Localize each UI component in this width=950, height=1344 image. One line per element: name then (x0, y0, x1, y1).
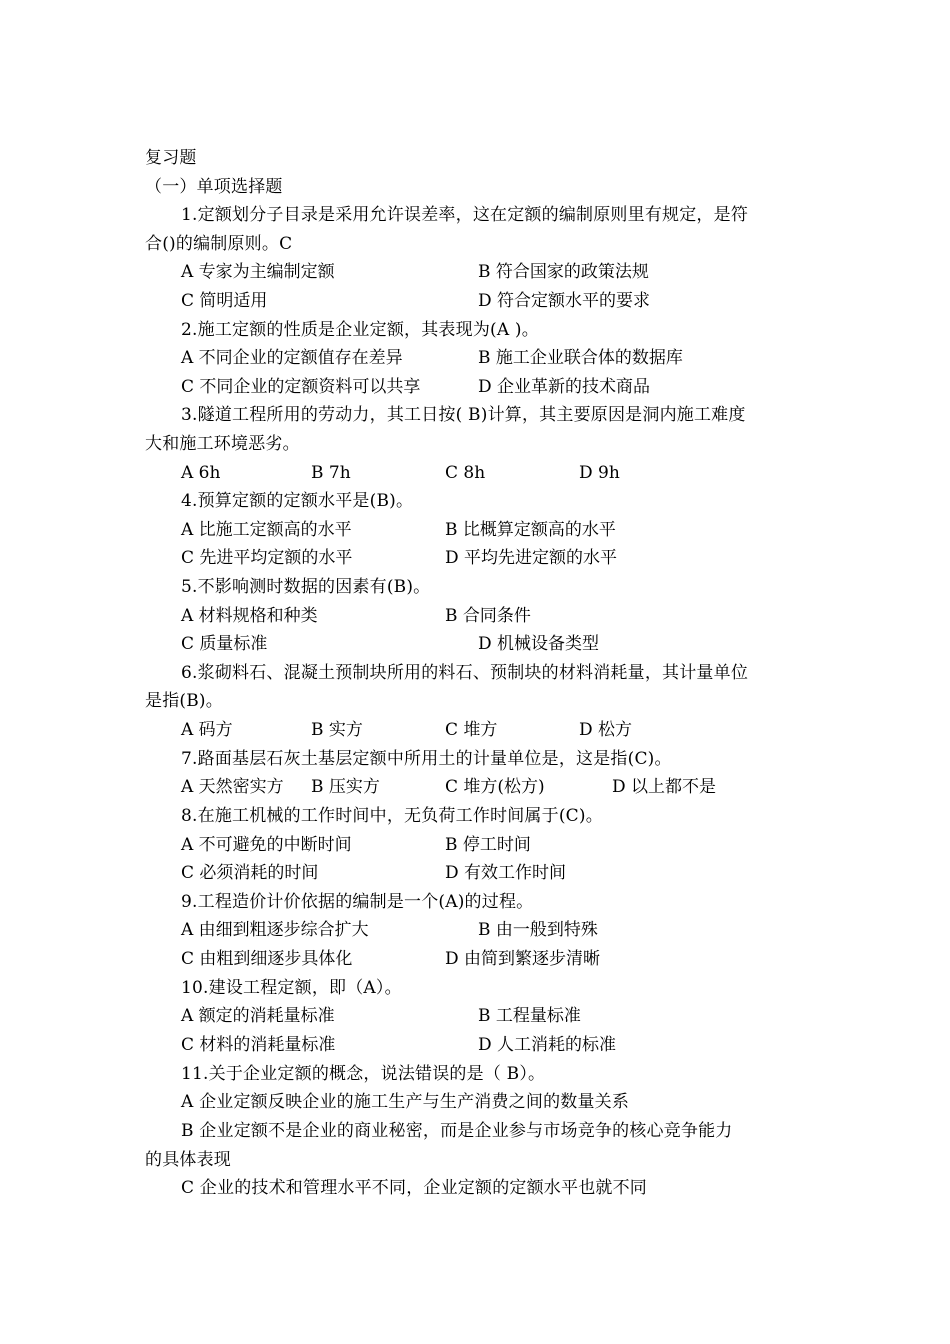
question-9-option-b: B 由一般到特殊 (478, 920, 598, 940)
question-1-line-2: 合()的编制原则。C (145, 234, 293, 254)
question-7-line-1: 7.路面基层石灰土基层定额中所用土的计量单位是，这是指(C)。 (181, 749, 672, 769)
question-11-option-b-line-1: B 企业定额不是企业的商业秘密，而是企业参与市场竞争的核心竞争能力 (181, 1121, 733, 1141)
question-8-option-b: B 停工时间 (445, 835, 531, 855)
section-heading: （一）单项选择题 (145, 177, 283, 197)
question-6-line-1: 6.浆砌料石、混凝土预制块所用的料石、预制块的材料消耗量，其计量单位 (181, 663, 749, 683)
question-2-option-a: A 不同企业的定额值存在差异 (181, 348, 403, 368)
question-7-option-a: A 天然密实方 (181, 777, 284, 797)
question-6-option-b: B 实方 (311, 720, 363, 740)
question-9-option-a: A 由细到粗逐步综合扩大 (181, 920, 369, 940)
question-8-option-a: A 不可避免的中断时间 (181, 835, 352, 855)
question-4-option-b: B 比概算定额高的水平 (445, 520, 616, 540)
question-2-line-1: 2.施工定额的性质是企业定额，其表现为(A )。 (181, 320, 539, 340)
question-6-line-2: 是指(B)。 (145, 691, 223, 711)
question-10-line-1: 10.建设工程定额，即（A）。 (181, 978, 402, 998)
question-1-line-1: 1.定额划分子目录是采用允许误差率，这在定额的编制原则里有规定，是符 (181, 205, 749, 225)
question-5-line-1: 5.不影响测时数据的因素有(B)。 (181, 577, 431, 597)
question-4-option-c: C 先进平均定额的水平 (181, 548, 353, 568)
question-10-option-c: C 材料的消耗量标准 (181, 1035, 336, 1055)
question-2-option-b: B 施工企业联合体的数据库 (478, 348, 683, 368)
question-3-line-1: 3.隧道工程所用的劳动力，其工日按( B)计算，其主要原因是洞内施工难度 (181, 405, 746, 425)
question-3-line-2: 大和施工环境恶劣。 (145, 434, 300, 454)
question-3-option-c: C 8h (445, 463, 486, 483)
question-8-option-c: C 必须消耗的时间 (181, 863, 319, 883)
question-4-line-1: 4.预算定额的定额水平是(B)。 (181, 491, 414, 511)
question-4-option-d: D 平均先进定额的水平 (445, 548, 618, 568)
question-4-option-a: A 比施工定额高的水平 (181, 520, 352, 540)
question-7-option-b: B 压实方 (311, 777, 380, 797)
question-9-option-c: C 由粗到细逐步具体化 (181, 949, 353, 969)
question-11-option-b-line-2: 的具体表现 (145, 1150, 231, 1170)
doc-title: 复习题 (145, 148, 197, 168)
question-11-line-1: 11.关于企业定额的概念，说法错误的是（ B）。 (181, 1064, 546, 1084)
question-8-option-d: D 有效工作时间 (445, 863, 567, 883)
question-1-option-a: A 专家为主编制定额 (181, 262, 335, 282)
question-8-line-1: 8.在施工机械的工作时间中，无负荷工作时间属于(C)。 (181, 806, 603, 826)
question-5-option-d: D 机械设备类型 (478, 634, 600, 654)
question-7-option-d: D 以上都不是 (612, 777, 717, 797)
question-6-option-d: D 松方 (579, 720, 633, 740)
question-5-option-b: B 合同条件 (445, 606, 531, 626)
question-3-option-a: A 6h (181, 463, 221, 483)
question-11-option-c: C 企业的技术和管理水平不同，企业定额的定额水平也就不同 (181, 1178, 648, 1198)
question-10-option-b: B 工程量标准 (478, 1006, 581, 1026)
question-5-option-c: C 质量标准 (181, 634, 268, 654)
question-10-option-d: D 人工消耗的标准 (478, 1035, 617, 1055)
question-7-option-c: C 堆方(松方) (445, 777, 545, 797)
question-3-option-d: D 9h (579, 463, 620, 483)
question-9-option-d: D 由简到繁逐步清晰 (445, 949, 601, 969)
question-1-option-c: C 简明适用 (181, 291, 268, 311)
question-10-option-a: A 额定的消耗量标准 (181, 1006, 335, 1026)
question-3-option-b: B 7h (311, 463, 351, 483)
question-5-option-a: A 材料规格和种类 (181, 606, 318, 626)
question-9-line-1: 9.工程造价计价依据的编制是一个(A)的过程。 (181, 892, 534, 912)
question-6-option-a: A 码方 (181, 720, 233, 740)
question-1-option-d: D 符合定额水平的要求 (478, 291, 651, 311)
question-2-option-d: D 企业革新的技术商品 (478, 377, 651, 397)
question-6-option-c: C 堆方 (445, 720, 498, 740)
question-2-option-c: C 不同企业的定额资料可以共享 (181, 377, 421, 397)
question-1-option-b: B 符合国家的政策法规 (478, 262, 649, 282)
question-11-option-a: A 企业定额反映企业的施工生产与生产消费之间的数量关系 (181, 1092, 630, 1112)
